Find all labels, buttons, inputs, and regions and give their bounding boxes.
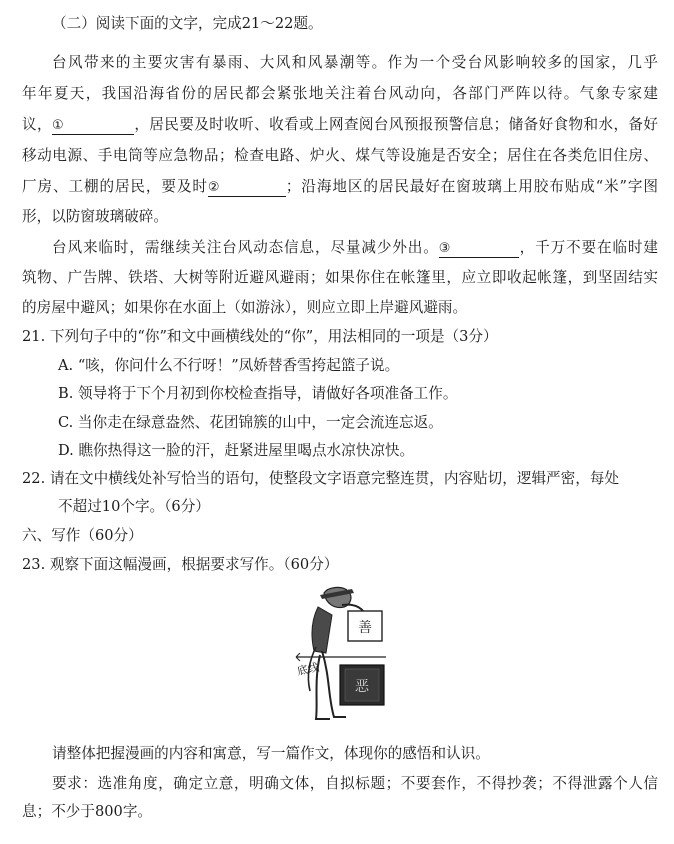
passage-p2-line1-post: ，千万不要在临时建 bbox=[518, 239, 658, 256]
passage-p1-line5-pre: 厂房、工棚的居民，要及时 bbox=[22, 178, 208, 195]
cartoon-svg bbox=[290, 585, 398, 725]
passage-p2-line1 bbox=[52, 238, 658, 258]
passage-p2-line2: 筑物、广告牌、铁塔、大树等附近避风避雨；如果你住在帐篷里，应立即收起帐篷，到坚固结实 bbox=[22, 269, 658, 286]
q22-line2: 不超过10个字。（6分） bbox=[58, 498, 210, 515]
sign-bottom-text: 恶 bbox=[355, 679, 369, 695]
passage-p1-line3 bbox=[22, 115, 658, 135]
passage-p1-line3-pre: 议， bbox=[22, 116, 52, 133]
passage-p1-line4: 移动电源、手电筒等应急物品；检查电路、炉火、煤气等设施是否安全；居住在各类危旧住房、 bbox=[22, 147, 658, 164]
passage-p1-line6: 形，以防窗玻璃破碎。 bbox=[22, 208, 168, 225]
passage-p1-line5-post: ；沿海地区的居民最好在窗玻璃上用胶布贴成“米”字图 bbox=[285, 178, 658, 195]
passage-header: （二）阅读下面的文字，完成21～22题。 bbox=[52, 15, 323, 32]
answer-blank-1: ① bbox=[52, 118, 134, 135]
baseline-label: 底线 bbox=[295, 660, 321, 678]
passage-p1-line5 bbox=[22, 177, 658, 197]
q22-line1: 22. 请在文中横线处补写恰当的语句，使整段文字语意完整连贯，内容贴切，逻辑严密，每处 bbox=[22, 470, 620, 487]
q23-stem: 23. 观察下面这幅漫画，根据要求写作。（60分） bbox=[22, 556, 339, 573]
q21-option-a: A. “咳，你问什么不行呀！”凤娇替香雪挎起篮子说。 bbox=[58, 357, 400, 374]
q23-requirements-line1: 要求：选准角度，确定立意，明确文体，自拟标题；不要套作，不得抄袭；不得泄露个人信 bbox=[52, 775, 658, 792]
cartoon-illustration bbox=[290, 585, 398, 725]
q21-stem: 21. 下列句子中的“你”和文中画横线处的“你”，用法相同的一项是（3分） bbox=[22, 328, 498, 345]
q23-requirements-line2: 息；不少于800字。 bbox=[22, 803, 153, 820]
passage-p2-line1-pre: 台风来临时，需继续关注台风动态信息，尽量减少外出。 bbox=[52, 239, 439, 256]
answer-blank-3: ③ bbox=[439, 241, 519, 258]
q21-option-b: B. 领导将于下个月初到你校检查指导，请做好各项准备工作。 bbox=[58, 385, 458, 402]
passage-p1-line3-post: ，居民要及时收听、收看或上网查阅台风预报预警信息；储备好食物和水，备好 bbox=[133, 116, 658, 133]
passage-p1-line1: 台风带来的主要灾害有暴雨、大风和风暴潮等。作为一个受台风影响较多的国家，几乎 bbox=[52, 54, 658, 71]
sign-top-text: 善 bbox=[358, 620, 372, 636]
section-6-title: 六、写作（60分） bbox=[22, 527, 143, 544]
passage-p1-line2: 年年夏天，我国沿海省份的居民都会紧张地关注着台风动向，各部门严阵以待。气象专家建 bbox=[22, 85, 658, 102]
q23-instruction: 请整体把握漫画的内容和寓意，写一篇作文，体现你的感悟和认识。 bbox=[52, 745, 490, 762]
answer-blank-2: ② bbox=[208, 180, 286, 197]
q21-option-c: C. 当你走在绿意盎然、花团锦簇的山中，一定会流连忘返。 bbox=[58, 414, 443, 431]
q21-option-d: D. 瞧你热得这一脸的汗，赶紧进屋里喝点水凉快凉快。 bbox=[58, 442, 415, 459]
passage-p2-line3: 的房屋中避风；如果你在水面上（如游泳），则应立即上岸避风避雨。 bbox=[22, 299, 468, 316]
